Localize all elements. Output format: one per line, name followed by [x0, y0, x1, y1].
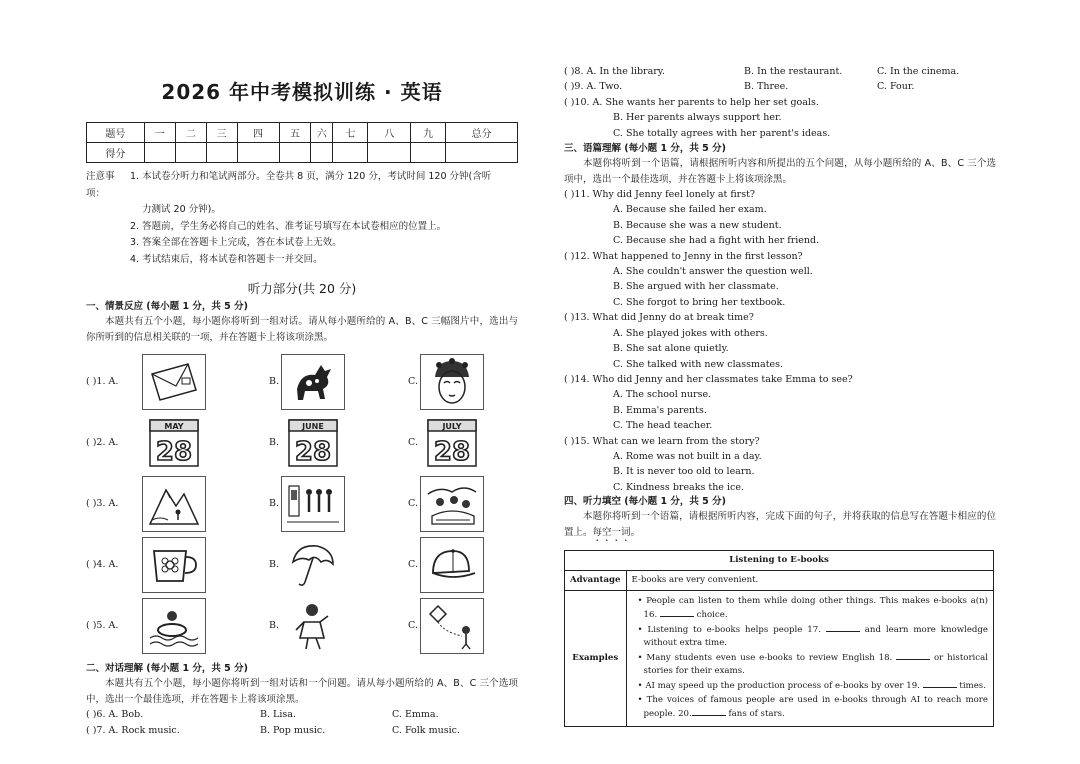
- picture-question-row: [86, 595, 518, 656]
- horse-icon: [287, 359, 339, 405]
- part4-instruction-text: 本题你将听到一个语篇，请根据所听内容，完成下面的句子，并将获取的信息写在答题卡相应的位置上。: [564, 511, 996, 538]
- part2-instruction: 本题共有五个小题，每小题你将听到一组对话和一个问题。请从每小题所给的 A、B、C 三个选项中，选出一个最佳选项，并在答题卡上将该项涂黑。: [86, 678, 518, 705]
- calendar-day: 28: [294, 436, 332, 467]
- question-option: C. She forgot to bring her textbook.: [613, 296, 786, 308]
- score-table-score-row: [87, 143, 518, 163]
- option-b: B. Pop music.: [260, 725, 326, 736]
- right-column: [564, 64, 996, 727]
- option-c: C. In the cinema.: [877, 66, 960, 77]
- question-option: B. It is never too old to learn.: [613, 466, 755, 478]
- part3-instruction: 本题你将听到一个语篇，请根据所听内容和所提出的五个问题，从每小题所给的 A、B、C 三个选项中，选出一个最佳选项，并在答题卡上将该项涂黑。: [564, 158, 996, 185]
- part4-heading: 四、听力填空 (每小题 1 分，共 5 分): [564, 496, 726, 508]
- advantage-text: E-books are very convenient.: [626, 570, 993, 590]
- umbrella-icon: [287, 540, 339, 590]
- score-input-cell[interactable]: [279, 143, 311, 163]
- score-input-cell[interactable]: [144, 143, 175, 163]
- family-picnic-picture[interactable]: [420, 476, 484, 532]
- question-9: ( )9. A. Two.: [564, 81, 623, 93]
- swimming-picture[interactable]: [142, 598, 206, 654]
- page-title: 2026 年中考模拟训练 · 英语: [161, 80, 443, 104]
- score-cell: 总分: [446, 123, 518, 143]
- question-number: ( )4. A.: [86, 559, 119, 570]
- example-text: choice.: [696, 609, 728, 620]
- question-13: ( )13. What did Jenny do at break time?: [564, 312, 754, 324]
- note-item: 3. 答案全部在答题卡上完成，答在本试卷上无效。: [130, 237, 342, 248]
- option-label: B.: [268, 559, 279, 570]
- example-item: [632, 651, 988, 678]
- girl-icon: [288, 600, 338, 652]
- picture-question-row: [86, 534, 518, 595]
- score-cell: 九: [411, 123, 446, 143]
- score-input-cell[interactable]: [237, 143, 279, 163]
- choice-question: [86, 707, 518, 723]
- envelope-icon: [148, 362, 200, 402]
- example-text: • Many students even use e-books to review English 18.: [637, 652, 893, 663]
- umbrella-picture[interactable]: [281, 537, 345, 593]
- ebooks-table-title: Listening to E-books: [565, 550, 994, 570]
- part4-instruction: [564, 509, 996, 544]
- notes-label: 注意事项：: [86, 171, 115, 199]
- opera-mask-picture[interactable]: [420, 354, 484, 410]
- calendar-icon: [424, 416, 480, 470]
- girl-dancing-picture[interactable]: [281, 598, 345, 654]
- example-text: fans of stars.: [728, 708, 785, 719]
- option-c: C. Emma.: [392, 709, 439, 720]
- note-item: 2. 答题前，学生务必将自己的姓名、准考证号填写在本试卷相应的位置上。: [130, 220, 447, 232]
- examples-label: Examples: [565, 590, 627, 726]
- calendar-july-picture[interactable]: [420, 415, 484, 471]
- option-b: B. Lisa.: [260, 709, 296, 720]
- score-input-cell[interactable]: [175, 143, 206, 163]
- picture-question-row: [86, 351, 518, 412]
- calendar-icon: [146, 416, 202, 470]
- answer-blank-17[interactable]: [826, 623, 860, 632]
- option-b: B. Three.: [744, 81, 789, 93]
- question-option: A. She couldn't answer the question well.: [613, 266, 813, 278]
- score-input-cell[interactable]: [311, 143, 333, 163]
- part4-instruction-emphasis: 每空一词: [592, 526, 631, 538]
- example-item: [632, 623, 988, 650]
- calendar-may-picture[interactable]: [142, 415, 206, 471]
- question-option: B. She sat alone quietly.: [613, 343, 729, 355]
- question-option: A. The school nurse.: [613, 389, 712, 401]
- question-number: ( )3. A.: [86, 498, 119, 509]
- example-text: or historical stories for their exams.: [643, 652, 988, 676]
- people-icon: [285, 480, 341, 528]
- question-12: ( )12. What happened to Jenny in the first lesson?: [564, 250, 803, 262]
- note-item: 4. 考试结束后，将本试卷和答题卡一并交回。: [130, 253, 323, 265]
- calendar-month: JUNE: [302, 421, 324, 431]
- example-text: and learn more knowledge without extra time.: [643, 624, 989, 648]
- score-table: [86, 122, 518, 163]
- question-option: C. Kindness breaks the ice.: [613, 481, 744, 493]
- question-option: B. Her parents always support her.: [613, 112, 782, 124]
- cap-picture[interactable]: [420, 537, 484, 593]
- note-item: 力测试 20 分钟)。: [142, 204, 221, 215]
- score-input-cell[interactable]: [333, 143, 368, 163]
- note-item: 1. 本试卷分听力和笔试两部分。全卷共 8 页，满分 120 分，考试时间 120 分钟(含听: [130, 171, 492, 182]
- example-text: times.: [959, 680, 986, 691]
- option-c: C. Four.: [877, 81, 915, 93]
- cup-icon: [148, 543, 200, 587]
- option-b: B. In the restaurant.: [744, 66, 843, 77]
- question-option: C. The head teacher.: [613, 420, 713, 432]
- question-option: C. Because she had a fight with her friend.: [613, 235, 820, 247]
- choice-question: [564, 64, 996, 79]
- question-option: B. She argued with her classmate.: [613, 281, 779, 293]
- calendar-day: 28: [155, 436, 193, 467]
- question-11: ( )11. Why did Jenny feel lonely at first?: [564, 189, 756, 201]
- question-option: A. Because she failed her exam.: [613, 204, 767, 216]
- question-number: ( )5. A.: [86, 620, 119, 631]
- example-text: • The voices of famous people are used in e-books through AI to reach more people.: [637, 694, 988, 719]
- mountain-climbing-picture[interactable]: [142, 476, 206, 532]
- option-label: B.: [268, 620, 279, 631]
- part1-heading: 一、情景反应 (每小题 1 分，共 5 分): [86, 301, 248, 312]
- option-label: B.: [268, 498, 279, 509]
- picture-question-row: [86, 473, 518, 534]
- cup-picture[interactable]: [142, 537, 206, 593]
- question-10: ( )10. A. She wants her parents to help her set goals.: [564, 96, 819, 108]
- part3-heading: 三、语篇理解 (每小题 1 分，共 5 分): [564, 143, 726, 155]
- swimming-icon: [146, 602, 202, 650]
- option-label: C.: [408, 498, 418, 509]
- envelope-picture[interactable]: [142, 354, 206, 410]
- paper-cut-horse-picture[interactable]: [281, 354, 345, 410]
- choice-question: [564, 79, 996, 94]
- ebooks-table: [564, 550, 994, 727]
- kite-icon: [424, 602, 480, 650]
- part2-heading: 二、对话理解 (每小题 1 分，共 5 分): [86, 663, 248, 674]
- score-input-cell[interactable]: [411, 143, 446, 163]
- listening-section-title: 听力部分(共 20 分): [247, 281, 357, 296]
- part1-instruction: 本题共有五个小题，每小题你将听到一组对话。请从每小题所给的 A、B、C 三幅图片中，选出与你所听到的信息相关联的一项，并在答题卡上将该项涂黑。: [86, 316, 518, 343]
- example-text: • AI may speed up the production process of e-books by over 19.: [637, 680, 920, 691]
- kite-flying-picture[interactable]: [420, 598, 484, 654]
- question-option: B. Emma's parents.: [613, 404, 707, 416]
- question-option: C. She totally agrees with her parent's ideas.: [613, 127, 831, 139]
- part4-instruction-end: 。: [630, 526, 641, 538]
- cap-icon: [425, 543, 479, 587]
- question-option: A. She played jokes with others.: [613, 327, 768, 339]
- mountain-icon: [146, 480, 202, 528]
- question-number: ( )1. A.: [86, 376, 119, 387]
- calendar-june-picture[interactable]: [281, 415, 345, 471]
- score-cell: 七: [333, 123, 368, 143]
- calendar-month: JULY: [442, 421, 462, 431]
- score-cell: 四: [237, 123, 279, 143]
- score-row-label: 得分: [87, 143, 145, 163]
- option-label: C.: [408, 620, 418, 631]
- example-item: [632, 694, 988, 721]
- choice-question: [86, 723, 518, 739]
- calendar-day: 28: [433, 436, 471, 467]
- option-label: B.: [268, 376, 279, 387]
- score-input-cell[interactable]: [446, 143, 518, 163]
- option-label: B.: [268, 437, 279, 448]
- question-7: ( )7. A. Rock music.: [86, 725, 180, 736]
- option-label: C.: [408, 559, 418, 570]
- answer-blank-16[interactable]: [660, 608, 694, 617]
- question-number: ( )2. A.: [86, 437, 119, 448]
- score-cell: 题号: [87, 123, 145, 143]
- score-cell: 二: [175, 123, 206, 143]
- option-label: C.: [408, 437, 418, 448]
- score-cell: 六: [311, 123, 333, 143]
- example-item: [632, 679, 988, 693]
- calendar-month: MAY: [164, 421, 184, 431]
- picnic-icon: [424, 480, 480, 528]
- question-option: B. Because she was a new student.: [613, 219, 782, 231]
- score-cell: 一: [144, 123, 175, 143]
- answer-blank-18[interactable]: [896, 651, 930, 660]
- example-item: [632, 595, 988, 622]
- question-15: ( )15. What can we learn from the story?: [564, 435, 760, 447]
- examples-cell: [626, 590, 993, 726]
- question-6: ( )6. A. Bob.: [86, 709, 144, 720]
- museum-visitors-picture[interactable]: [281, 476, 345, 532]
- question-option: C. She talked with new classmates.: [613, 358, 784, 370]
- score-cell: 五: [279, 123, 311, 143]
- opera-mask-icon: [427, 357, 477, 407]
- calendar-icon: [285, 416, 341, 470]
- left-column: [86, 62, 518, 739]
- option-c: C. Folk music.: [392, 725, 460, 736]
- score-input-cell[interactable]: [206, 143, 237, 163]
- question-14: ( )14. Who did Jenny and her classmates take Emma to see?: [564, 373, 853, 385]
- picture-questions: [86, 351, 518, 656]
- question-8: ( )8. A. In the library.: [564, 66, 665, 77]
- score-table-header-row: [87, 123, 518, 143]
- example-text: • Listening to e-books helps people 17.: [637, 624, 821, 635]
- example-text: • People can listen to them while doing other things. This makes e-books a(n) 16.: [637, 595, 988, 620]
- advantage-label: Advantage: [565, 570, 627, 590]
- answer-blank-20[interactable]: [692, 707, 726, 716]
- question-option: A. Rome was not built in a day.: [613, 450, 762, 462]
- score-cell: 三: [206, 123, 237, 143]
- example-text: 20.: [678, 708, 692, 719]
- exam-notes: [86, 169, 518, 268]
- score-cell: 八: [368, 123, 411, 143]
- answer-blank-19[interactable]: [923, 679, 957, 688]
- score-input-cell[interactable]: [368, 143, 411, 163]
- option-label: C.: [408, 376, 418, 387]
- picture-question-row: [86, 412, 518, 473]
